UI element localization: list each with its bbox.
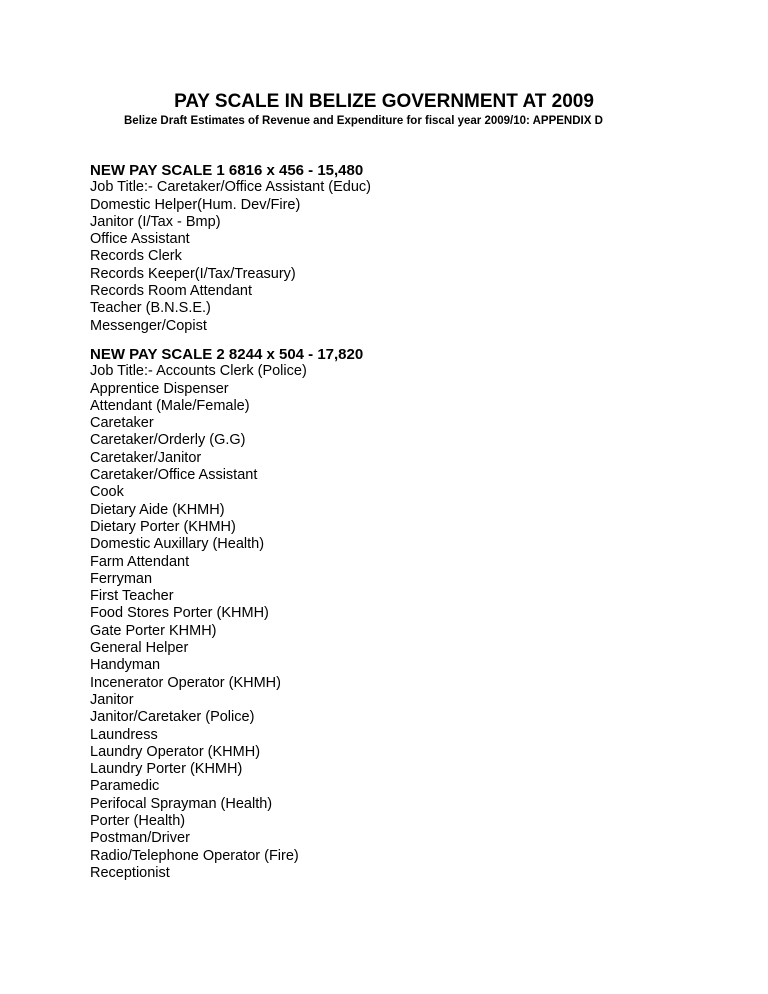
job-title-item: Caretaker/Orderly (G.G) [90,432,246,449]
job-title-list [90,363,690,882]
job-title-item: Receptionist [90,864,170,881]
job-title-item: First Teacher [90,588,174,605]
job-title-item: Farm Attendant [90,553,190,570]
pay-scale-section [90,162,690,335]
job-title-item: Handyman [90,657,161,674]
job-title-item: Laundry Operator (KHMH) [90,743,261,760]
job-title-item: Records Keeper(I/Tax/Treasury) [90,265,296,282]
job-title-item: Records Clerk [90,248,182,265]
job-title-item: Perifocal Sprayman (Health) [90,795,273,812]
job-title-list [90,179,690,335]
job-title-item: Gate Porter KHMH) [90,622,217,639]
job-title-item: Teacher (B.N.S.E.) [90,300,211,317]
job-title-item: Ferryman [90,570,153,587]
job-title-item: Radio/Telephone Operator (Fire) [90,847,299,864]
job-title-item: Janitor/Caretaker (Police) [90,709,255,726]
job-title-item: Cook [90,484,124,501]
job-title-item: Food Stores Porter (KHMH) [90,605,269,622]
job-title-item: Office Assistant [90,231,190,248]
job-title-item: Caretaker/Office Assistant [90,467,258,484]
document-title: PAY SCALE IN BELIZE GOVERNMENT AT 2009 [174,91,594,112]
job-title-item: Job Title:- Accounts Clerk (Police) [90,363,307,380]
job-title-item: Messenger/Copist [90,317,207,334]
job-title-item: Records Room Attendant [90,283,253,300]
job-title-item: Porter (Health) [90,812,186,829]
job-title-item: General Helper [90,640,189,657]
job-title-item: Job Title:- Caretaker/Office Assistant (Educ) [90,179,371,196]
job-title-item: Domestic Auxillary (Health) [90,536,265,553]
document-body [90,162,690,893]
job-title-item: Laundry Porter (KHMH) [90,761,243,778]
pay-scale-heading: NEW PAY SCALE 2 8244 x 504 - 17,820 [90,345,364,363]
pay-scale-heading: NEW PAY SCALE 1 6816 x 456 - 15,480 [90,162,364,179]
job-title-item: Apprentice Dispenser [90,380,229,397]
job-title-item: Domestic Helper(Hum. Dev/Fire) [90,196,301,213]
job-title-item: Janitor (I/Tax - Bmp) [90,213,221,230]
job-title-item: Paramedic [90,778,160,795]
job-title-item: Caretaker [90,415,154,432]
job-title-item: Dietary Porter (KHMH) [90,518,236,535]
job-title-item: Dietary Aide (KHMH) [90,501,225,518]
pay-scale-section [90,346,690,882]
job-title-item: Janitor [90,691,134,708]
job-title-item: Incenerator Operator (KHMH) [90,674,281,691]
job-title-item: Postman/Driver [90,830,190,847]
document-subtitle: Belize Draft Estimates of Revenue and Expenditure for fiscal year 2009/10: APPENDIX D [124,115,603,127]
job-title-item: Caretaker/Janitor [90,449,202,466]
job-title-item: Attendant (Male/Female) [90,397,250,414]
job-title-item: Laundress [90,726,158,743]
